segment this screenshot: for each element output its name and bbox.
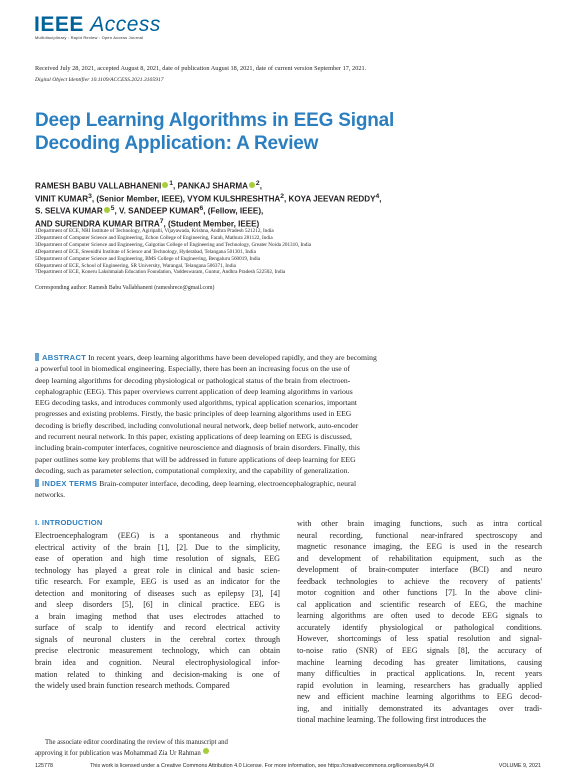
page-number: 125778 [35, 763, 53, 769]
body-line: new and efficient machine learning algorithms to EEG decod- [297, 692, 542, 702]
author-name: VINIT KUMAR [35, 194, 89, 204]
logo-ieee: IEEE [34, 13, 84, 36]
affil-marker: 5 [110, 205, 115, 212]
body-line: However, shortcomings of less spatial resolution and signal- [297, 634, 542, 644]
abstract [35, 352, 505, 476]
abstract-line [35, 352, 505, 363]
author-line [35, 203, 535, 216]
title-line: Deep Learning Algorithms in EEG Signal [35, 110, 395, 131]
affiliation: 2Department of Computer Science and Engineering, Echon College of Engineering, Farah, Mathura 281122, India [35, 234, 273, 241]
author-name: S. SELVA KUMAR [35, 206, 103, 216]
abstract-text: In recent years, deep learning algorithms have been developed rapidly, and they are becoming [86, 353, 377, 362]
column-left [35, 530, 280, 692]
body-line: signals of neuronal clusters in the cerebral cortex through [35, 634, 280, 644]
body-line: neural recording, functional near-infrared spectroscopy and [297, 530, 542, 540]
paper-title [35, 109, 515, 155]
abstract-line: paper outlines some key problems that will be addressed in future applications of deep learning for EEG [35, 454, 356, 464]
orcid-icon[interactable] [104, 207, 110, 213]
affiliation: 5Department of Computer Science and Engineering, BMS College of Engineering, Bengaluru 560019, India [35, 255, 261, 262]
body-line: to-noise ratio (SNR) of EEG signals [8], the accuracy of [297, 646, 542, 656]
affiliation: 1Department of ECE, NRI Institute of Technology, Agiripalli, Vijayawada, Krishna, Andhra Pradesh 521212, India [35, 228, 274, 234]
body-line: precise electronic measurement technology, which can obtain [35, 646, 280, 656]
index-terms [35, 478, 505, 501]
body-line: feedback technologies to achieve the recovery of patients' [297, 576, 542, 586]
author-sep: , [379, 194, 382, 204]
body-line: mation related to thinking and decision-making is one of [35, 669, 280, 679]
footnote-line [35, 748, 280, 759]
abstract-line: progresses and existing problems. Firstly, the basic principles of deep learning algorithms used in EEG [35, 409, 352, 419]
body-line: tional machine learning. The following first introduces the [297, 715, 487, 725]
body-line: with other brain imaging functions, such as intra cortical [297, 519, 542, 528]
abstract-line: cephalographic (EEG). This paper overviews current application of deep learning algorithms in various [35, 386, 353, 396]
body-line: ing, and initially demonstrated its advantages over tradi- [297, 703, 542, 713]
body-line: accurately identify physiological or pathological conditions. [297, 622, 542, 632]
abstract-line: decoding is briefly described, including convolutional neural network, deep belief network, auto-encoder [35, 420, 359, 430]
index-label: INDEX TERMS [42, 479, 98, 488]
footnote-text: approving it for publication was Mohammad Zia Ur Rahman [35, 750, 201, 757]
author-name: , KOYA JEEVAN REDDY [284, 194, 376, 204]
abstract-line: a powerful tool in biomedical engineering. Especially, there has been an increasing focus on the use of [35, 364, 351, 374]
body-line: ease of operation and high time resolution of signals, EEG [35, 554, 280, 564]
doi: Digital Object Identifier 10.1109/ACCESS.2021.3105917 [35, 77, 164, 83]
body-line: technology has played a great role in clinical and basic scien- [35, 565, 280, 575]
author-line [35, 191, 535, 204]
logo-tagline: Multidisciplinary : Rapid Review : Open Access Journal [35, 35, 144, 40]
affiliation: 7Department of ECE, Koneru Lakshmaiah Education Foundation, Vaddeswaram, Guntur, Andhra Pradesh 522502, India [35, 269, 286, 276]
abstract-line: EEG decoding tasks, and introduces commonly used algorithms, typical application scenarios, important [35, 398, 357, 408]
body-line: cal application and scientific research of EEG, the machine [297, 599, 542, 609]
author-name: AND SURENDRA KUMAR BITRA [35, 219, 160, 229]
license-text[interactable]: This work is licensed under a Creative Commons Attribution 4.0 License. For more information, see https://creativecommons.org/licenses/by/4.0/ [90, 763, 435, 769]
affil-marker: 3 [88, 192, 92, 200]
body-line: many difficulties in practical applications. In, recent years [297, 669, 542, 679]
author-name: , (Fellow, IEEE), [203, 206, 264, 216]
accent-bar [35, 479, 39, 487]
page-footer [35, 763, 541, 773]
body-line: a brain imaging method that uses electrodes attached to [35, 611, 280, 621]
author-line [35, 178, 535, 191]
affiliations [35, 228, 555, 276]
index-text: Brain-computer interface, decoding, deep learning, electroencephalographic, neural [97, 479, 357, 488]
body-line: and development of rehabilitation equipment, such as the [297, 553, 542, 563]
body-line: motor cognition and other functions [7]. In the above clini- [297, 588, 542, 598]
affil-marker: 2 [280, 192, 285, 200]
author-list [35, 178, 535, 228]
index-line: networks. [35, 490, 66, 500]
body-line: magnetic resonance imaging, the EEG is used in the research [297, 542, 542, 552]
body-line: the widely used brain function research methods. Compared [35, 681, 230, 691]
received-dates: Received July 28, 2021, accepted August 8, 2021, date of publication August 18, 2021, date of current version September 17, 2021. [35, 65, 367, 72]
body-line: Electroencephalogram (EEG) is a spontaneous and rhythmic [35, 531, 280, 540]
author-name: , (Senior Member, IEEE), VYOM KULSHRESHTHA [91, 194, 281, 204]
abstract-line: and recurrent neural network. In this paper, existing applications of deep learning on EEG is discussed, [35, 432, 352, 442]
body-line: learning algorithms are often used to decode EEG signals to [297, 611, 542, 621]
section-heading: I. INTRODUCTION [35, 518, 103, 527]
affil-marker: 6 [199, 205, 204, 212]
affil-marker: 7 [159, 217, 164, 225]
column-right [297, 518, 542, 726]
abstract-line: including brain-computer interfaces, cognitive neuroscience and diagnosis of brain disorders. Finally, this [35, 443, 360, 453]
body-line: rapid evolution in learning, researchers has gradually applied [297, 680, 542, 690]
affil-marker: 1 [169, 180, 173, 187]
abstract-line: deep learning algorithms for decoding physiological or pathological status of the brain from electroen- [35, 375, 351, 385]
affiliation: 4Department of ECE, Sreenidhi Institute of Science and Technology, Hyderabad, Telangana 501301, India [35, 248, 256, 255]
author-name: , (Student Member, IEEE) [163, 219, 260, 229]
footnote-line: The associate editor coordinating the review of this manuscript and [45, 739, 228, 746]
accent-bar [35, 353, 39, 361]
author-line [35, 216, 535, 229]
abstract-label: ABSTRACT [42, 353, 87, 362]
journal-logo [34, 14, 161, 36]
body-line: surface of scalp to identify and record electrical activity [35, 623, 280, 633]
body-line: development of brain-computer interface (BCI) and neuro [297, 565, 542, 575]
orcid-icon[interactable] [203, 748, 209, 754]
editor-footnote [35, 738, 280, 759]
corresponding-author: Corresponding author: Ramesh Babu Vallabhaneni (rameshrece@gmail.com) [35, 285, 215, 291]
title-line: Decoding Application: A Review [35, 133, 319, 154]
logo-access: Access [90, 13, 161, 36]
body-line: electrical activity of the brain [1], [2]. Due to the simplicity, [35, 542, 280, 552]
author-sep: , [259, 181, 262, 191]
body-line: and sleep disorders [5], [6] in clinical practice. EEG is [35, 600, 280, 610]
volume: VOLUME 9, 2021 [498, 763, 541, 769]
affil-marker: 4 [375, 192, 380, 200]
author-name: RAMESH BABU VALLABHANENI [35, 181, 162, 191]
affiliation: 6Department of ECE, School of Engineering, SR University, Warangal, Telangana 506371, India [35, 262, 236, 269]
affil-marker: 2 [255, 180, 260, 187]
body-line: detection and monitoring of diseases such as epilepsy [3], [4] [35, 588, 280, 598]
orcid-icon[interactable] [249, 182, 255, 188]
affiliation: 3Department of Computer Science and Engineering, Galgotias College of Engineering and Technology, Greater Noida 201310, India [35, 241, 312, 248]
author-name: , V. SANDEEP KUMAR [114, 206, 200, 216]
orcid-icon[interactable] [162, 182, 168, 188]
body-line: brain idea and cognition. Neural electrophysiological infor- [35, 658, 280, 668]
index-line [35, 478, 505, 489]
body-line: machine learning decoding has greater limitations, causing [297, 657, 542, 667]
author-name: , PANKAJ SHARMA [172, 181, 248, 191]
body-line: tific research. For example, EEG is used as an indicator for the [35, 577, 280, 587]
abstract-line: decoding, such as parameter selection, computational complexity, and the capability of generalization. [35, 465, 350, 475]
